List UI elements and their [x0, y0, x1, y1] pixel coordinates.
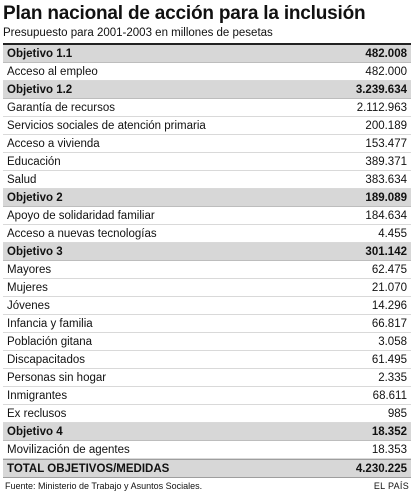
row-label: Educación: [7, 155, 61, 168]
row-value: 3.239.634: [355, 83, 407, 96]
budget-table: [3, 45, 411, 478]
row-value: 301.142: [365, 245, 407, 258]
row-value: 62.475: [371, 263, 407, 276]
table-row: [3, 225, 411, 243]
row-label: Población gitana: [7, 335, 93, 348]
table-row: [3, 63, 411, 81]
row-value: 18.352: [371, 425, 407, 438]
table-row: [3, 351, 411, 369]
row-label: Acceso a nuevas tecnologías: [7, 227, 157, 240]
table-row: [3, 441, 411, 459]
row-value: 389.371: [365, 155, 407, 168]
row-value: 985: [387, 407, 407, 420]
publisher-credit: EL PAÍS: [373, 481, 409, 491]
row-label: Ex reclusos: [7, 407, 67, 420]
row-value: 68.611: [372, 389, 407, 402]
table-row: [3, 171, 411, 189]
row-value: 3.058: [378, 335, 407, 348]
row-label: Infancia y familia: [7, 317, 93, 330]
row-value: 2.112.963: [356, 101, 407, 114]
page-title: Plan nacional de acción para la inclusión: [3, 3, 366, 24]
row-value: 482.000: [365, 65, 407, 78]
table-row: [3, 99, 411, 117]
table-row: [3, 369, 411, 387]
row-value: 21.070: [371, 281, 407, 294]
objective-header-row: [3, 243, 411, 261]
row-label: Mujeres: [7, 281, 48, 294]
row-label: Inmigrantes: [7, 389, 68, 402]
row-label: Apoyo de solidaridad familiar: [7, 209, 155, 222]
row-label: Salud: [7, 173, 37, 186]
row-label: Personas sin hogar: [7, 371, 107, 384]
table-row: [3, 117, 411, 135]
table-row: [3, 333, 411, 351]
row-label: Garantía de recursos: [7, 101, 116, 114]
source-note: Fuente: Ministerio de Trabajo y Asuntos Sociales.: [5, 481, 203, 491]
row-value: 4.230.225: [355, 462, 407, 475]
row-value: 200.189: [365, 119, 407, 132]
row-label: Objetivo 2: [7, 191, 63, 204]
table-row: [3, 297, 411, 315]
objective-header-row: [3, 45, 411, 63]
row-label: TOTAL OBJETIVOS/MEDIDAS: [7, 462, 170, 475]
row-value: 14.296: [371, 299, 407, 312]
row-value: 66.817: [371, 317, 407, 330]
row-value: 184.634: [365, 209, 407, 222]
row-label: Objetivo 3: [7, 245, 63, 258]
row-value: 189.089: [365, 191, 407, 204]
table-row: [3, 279, 411, 297]
row-label: Objetivo 4: [7, 425, 63, 438]
row-value: 482.008: [365, 47, 407, 60]
row-label: Jóvenes: [7, 299, 50, 312]
row-label: Mayores: [7, 263, 52, 276]
table-row: [3, 207, 411, 225]
total-row: [3, 459, 411, 478]
row-label: Servicios sociales de atención primaria: [7, 119, 206, 132]
table-row: [3, 153, 411, 171]
footer: [3, 478, 411, 492]
row-value: 61.495: [371, 353, 407, 366]
row-label: Acceso a vivienda: [7, 137, 100, 150]
row-value: 153.477: [365, 137, 407, 150]
row-label: Discapacitados: [7, 353, 85, 366]
table-row: [3, 261, 411, 279]
row-label: Objetivo 1.1: [7, 47, 73, 60]
page-subtitle: Presupuesto para 2001-2003 en millones de pesetas: [3, 27, 273, 39]
row-value: 4.455: [378, 227, 407, 240]
row-label: Acceso al empleo: [7, 65, 98, 78]
row-label: Movilización de agentes: [7, 443, 130, 456]
table-row: [3, 135, 411, 153]
table-row: [3, 387, 411, 405]
table-row: [3, 405, 411, 423]
objective-header-row: [3, 189, 411, 207]
objective-header-row: [3, 81, 411, 99]
row-value: 383.634: [365, 173, 407, 186]
row-value: 18.353: [371, 443, 407, 456]
objective-header-row: [3, 423, 411, 441]
row-label: Objetivo 1.2: [7, 83, 73, 96]
table-row: [3, 315, 411, 333]
row-value: 2.335: [378, 371, 407, 384]
